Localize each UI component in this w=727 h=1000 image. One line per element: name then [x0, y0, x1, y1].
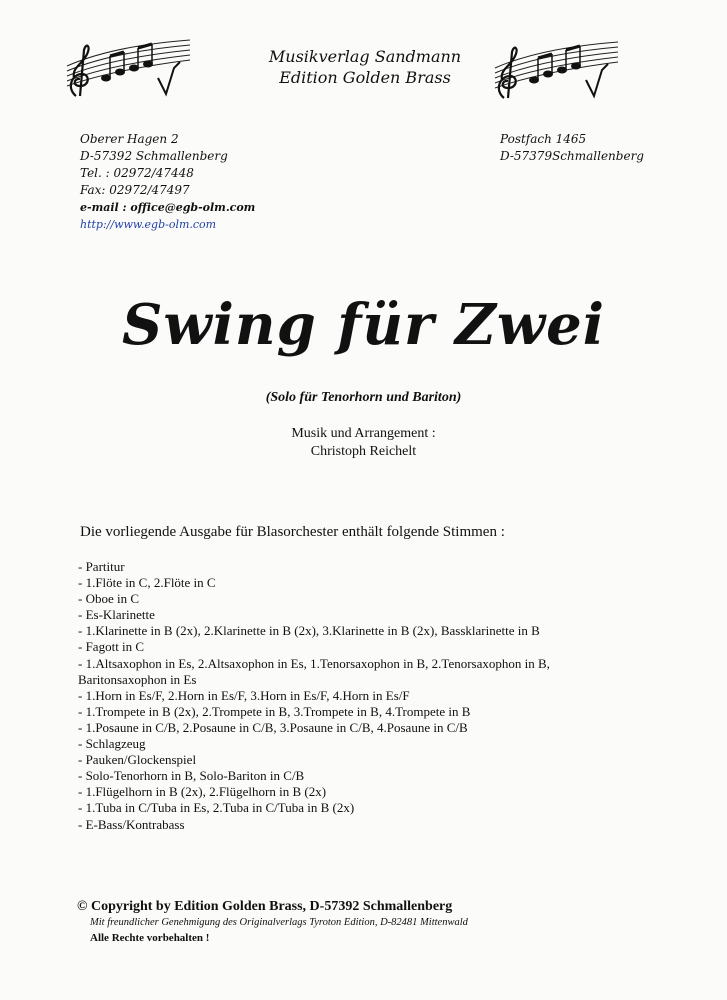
- intro-text: Die vorliegende Ausgabe für Blasorchester enthält folgende Stimmen :: [80, 524, 505, 540]
- subtitle: (Solo für Tenorhorn und Bariton): [265, 390, 462, 405]
- page-title: Swing für Zwei: [121, 292, 606, 358]
- publisher-name: [230, 46, 500, 88]
- parts-list: [78, 559, 698, 833]
- list-item: - Solo-Tenorhorn in B, Solo-Bariton in C/B: [78, 768, 305, 784]
- list-item: - Fagott in C: [78, 639, 145, 655]
- list-item: - 1.Altsaxophon in Es, 2.Altsaxophon in Es, 1.Tenorsaxophon in B, 2.Tenorsaxophon in B,: [78, 655, 550, 671]
- address-block-right: [500, 131, 644, 165]
- copyright-notice: © Copyright by Edition Golden Brass, D-57392 Schmallenberg: [77, 899, 453, 914]
- rights-reserved: Alle Rechte vorbehalten !: [90, 932, 210, 944]
- list-item: - 1.Flöte in C, 2.Flöte in C: [78, 575, 216, 591]
- list-item: - Schlagzeug: [78, 736, 146, 752]
- list-item: - 1.Flügelhorn in B (2x), 2.Flügelhorn in B (2x): [78, 784, 327, 800]
- telephone: Tel. : 02972/47448: [80, 166, 194, 180]
- list-item: - Pauken/Glockenspiel: [78, 752, 197, 768]
- postbox-city: D-57379Schmallenberg: [500, 149, 644, 163]
- fax: Fax: 02972/47497: [80, 183, 190, 197]
- publisher-line-1: Musikverlag Sandmann: [268, 47, 462, 66]
- list-item: - Oboe in C: [78, 591, 140, 607]
- website-link[interactable]: http://www.egb-olm.com: [80, 218, 217, 231]
- list-item: - 1.Tuba in C/Tuba in Es, 2.Tuba in C/Tuba in B (2x): [78, 800, 355, 816]
- list-item: - Es-Klarinette: [78, 607, 155, 623]
- credits: [0, 425, 727, 461]
- list-item: - 1.Horn in Es/F, 2.Horn in Es/F, 3.Horn in Es/F, 4.Horn in Es/F: [78, 687, 410, 703]
- email: e-mail : office@egb-olm.com: [80, 201, 256, 214]
- publisher-line-2: Edition Golden Brass: [279, 68, 451, 87]
- list-item: - 1.Trompete in B (2x), 2.Trompete in B, 3.Trompete in B, 4.Trompete in B: [78, 703, 471, 719]
- treble-clef-music-notes-icon: [62, 38, 192, 100]
- list-item: - 1.Posaune in C/B, 2.Posaune in C/B, 3.Posaune in C/B, 4.Posaune in C/B: [78, 719, 468, 735]
- treble-clef-music-notes-icon: [490, 40, 620, 102]
- postbox: Postfach 1465: [500, 132, 587, 146]
- list-item: - Partitur: [78, 559, 125, 574]
- list-item-continuation: Baritonsaxophon in Es: [78, 671, 197, 687]
- credits-label: Musik und Arrangement :: [291, 426, 436, 441]
- street: Oberer Hagen 2: [80, 132, 179, 146]
- list-item: - E-Bass/Kontrabass: [78, 816, 185, 832]
- composer-name: Christoph Reichelt: [310, 444, 417, 459]
- permission-note: Mit freundlicher Genehmigung des Originalverlags Tyroton Edition, D-82481 Mittenwald: [90, 917, 468, 928]
- city: D-57392 Schmallenberg: [80, 149, 228, 163]
- list-item: - 1.Klarinette in B (2x), 2.Klarinette in B (2x), 3.Klarinette in B (2x), Bassklarinette in B: [78, 623, 540, 639]
- address-block-left: [80, 131, 255, 233]
